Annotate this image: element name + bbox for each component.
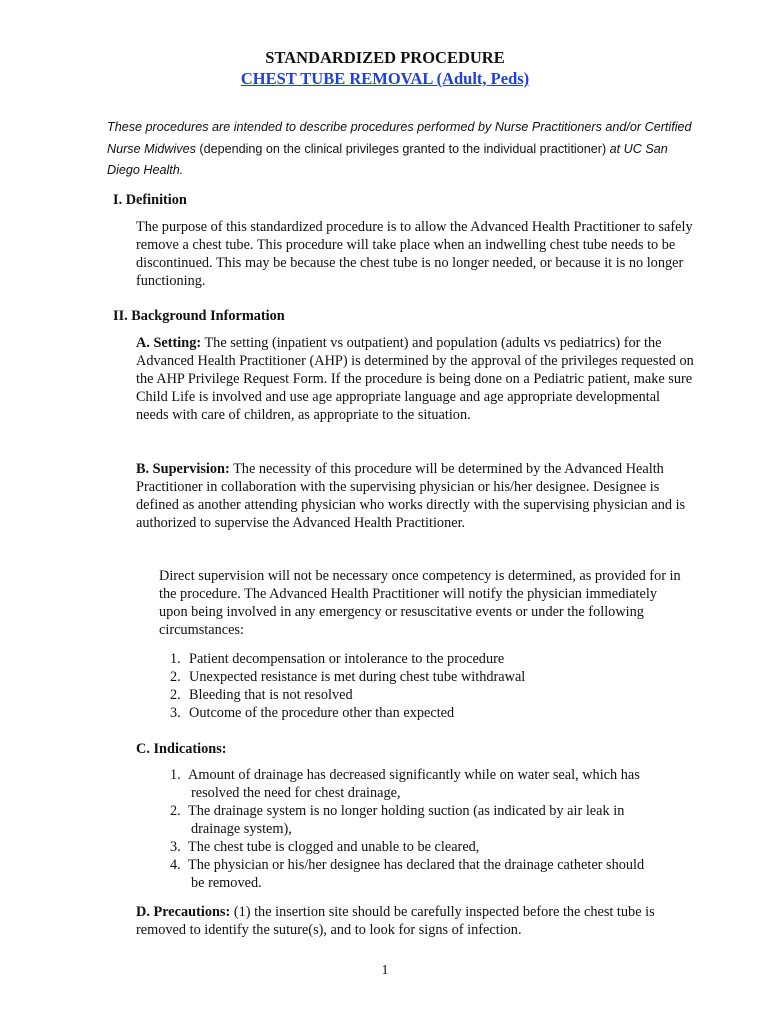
- list-item-text: Bleeding that is not resolved: [189, 687, 353, 703]
- page-number: 1: [381, 963, 389, 978]
- list-item-text: The physician or his/her designee has declared that the drainage catheter should: [188, 857, 645, 873]
- list-item-text: Unexpected resistance is met during chest tube withdrawal: [189, 669, 526, 685]
- supervision-circumstances-list: [159, 650, 689, 722]
- list-item-number: 4.: [170, 857, 181, 873]
- list-item: [159, 802, 689, 838]
- setting-text: The setting (inpatient vs outpatient) and population (adults vs pediatrics) for the Advanced Health Practitioner (AHP) is determined by the approval of the privileges requested on the AHP Privilege Request Form. If the procedure is being done on a Pediatric patient, make sure Child Life is involved and use age appropriate language and age appropriate developmental needs with care of children, as appropriate to the situation.: [136, 335, 694, 423]
- list-item-text-continued: resolved the need for chest drainage,: [191, 785, 401, 801]
- supervision-paragraph-2: Direct supervision will not be necessary once competency is determined, as provided for in the procedure. The Advanced Health Practitioner will notify the physician immediately upon being involved in any emergency or resuscitative events or under the following circumstances:: [159, 568, 681, 638]
- list-item: [159, 766, 689, 802]
- section-heading-definition: I. Definition: [113, 192, 187, 208]
- setting-label: A. Setting:: [136, 335, 202, 351]
- section-heading-background: II. Background Information: [113, 308, 285, 324]
- list-item-text-continued: drainage system),: [191, 821, 292, 837]
- list-item-text: Patient decompensation or intolerance to the procedure: [189, 651, 505, 667]
- supervision-paragraph: [136, 460, 696, 532]
- intro-text-italic-1: These procedures are intended to describe procedures performed by Nurse Practitioners and/or Certified Nurse Midwives: [107, 120, 692, 156]
- list-item-number: 3.: [170, 705, 181, 721]
- list-item: [159, 668, 689, 686]
- indications-heading: [136, 740, 696, 758]
- intro-text-regular: (depending on the clinical privileges granted to the individual practitioner): [195, 141, 610, 156]
- intro-paragraph: [107, 117, 697, 182]
- list-item: [159, 838, 689, 856]
- definition-paragraph: The purpose of this standardized procedure is to allow the Advanced Health Practitioner to safely remove a chest tube. This procedure will take place when an indwelling chest tube needs to be discontinued. This may be because the chest tube is no longer needed, or because it is no longer functioning.: [136, 219, 693, 289]
- list-item-text: Outcome of the procedure other than expected: [189, 705, 455, 721]
- indications-list: [159, 766, 689, 892]
- list-item-text: The drainage system is no longer holding suction (as indicated by air leak in: [188, 803, 625, 819]
- setting-paragraph: [136, 334, 696, 424]
- supervision-label: B. Supervision:: [136, 461, 230, 477]
- document-title: STANDARDIZED PROCEDURE: [265, 48, 505, 67]
- list-item-number: 1.: [170, 767, 181, 783]
- list-item: [159, 704, 689, 722]
- precautions-text: (1) the insertion site should be carefully inspected before the chest tube is removed to identify the suture(s), and to look for signs of infection.: [136, 904, 655, 938]
- document-subtitle-link[interactable]: CHEST TUBE REMOVAL (Adult, Peds): [240, 69, 530, 88]
- list-item: [159, 856, 689, 892]
- list-item-number: 1.: [170, 651, 181, 667]
- list-item-number: 3.: [170, 839, 181, 855]
- list-item-text: Amount of drainage has decreased significantly while on water seal, which has: [188, 767, 640, 783]
- indications-label: C. Indications:: [136, 741, 227, 757]
- list-item-number: 2.: [170, 669, 181, 685]
- supervision-text: The necessity of this procedure will be determined by the Advanced Health Practitioner in collaboration with the supervising physician or his/her designee. Designee is defined as another attending physician who works directly with the supervising physician and is authorized to supervise the Advanced Health Practitioner.: [136, 461, 686, 531]
- list-item-number: 2.: [170, 803, 181, 819]
- list-item: [159, 650, 689, 668]
- list-item: [159, 686, 689, 704]
- list-item-number: 2.: [170, 687, 181, 703]
- precautions-label: D. Precautions:: [136, 904, 231, 920]
- list-item-text-continued: be removed.: [191, 875, 262, 891]
- precautions-paragraph: [136, 903, 696, 939]
- list-item-text: The chest tube is clogged and unable to be cleared,: [188, 839, 480, 855]
- intro-text-italic-2: at UC San Diego Health.: [107, 141, 668, 177]
